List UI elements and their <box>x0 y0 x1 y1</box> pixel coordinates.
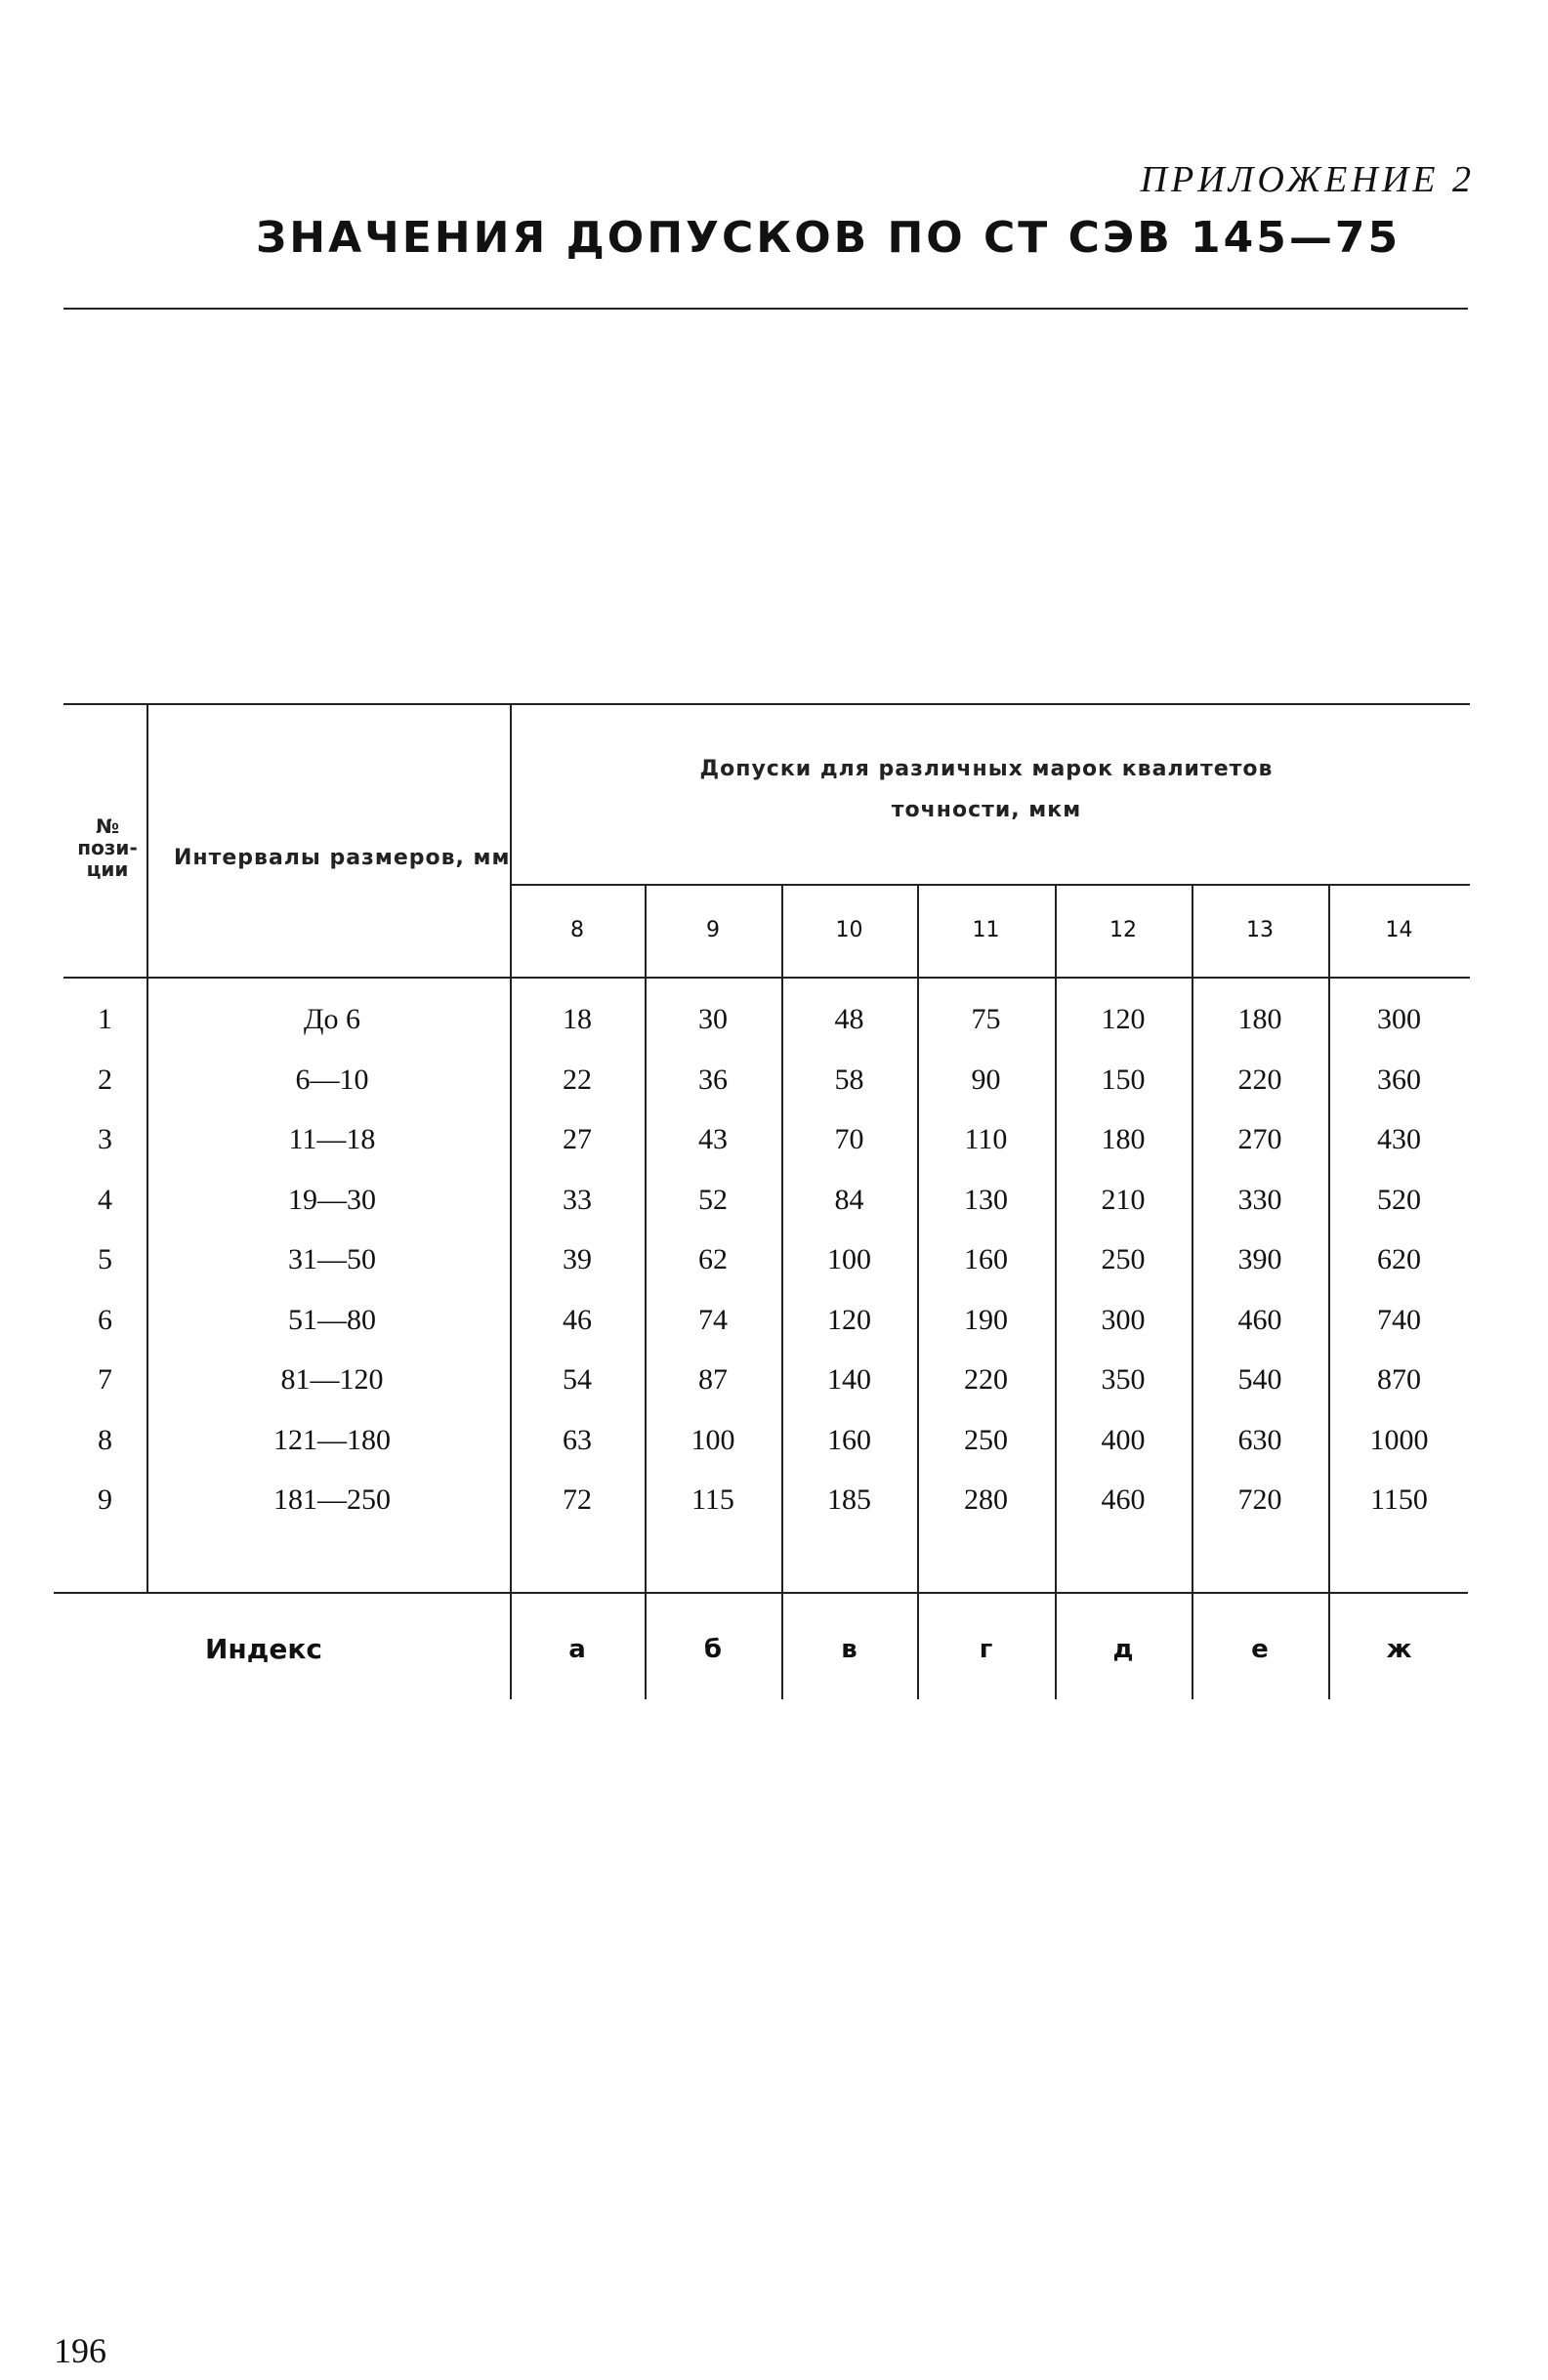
grade-number: 8 <box>570 918 584 942</box>
tolerance-value: 54 <box>563 1363 592 1396</box>
grade-number: 10 <box>835 918 863 942</box>
tolerance-value: 18 <box>563 1003 592 1035</box>
tolerance-value: 52 <box>698 1183 728 1216</box>
tolerance-value: 1150 <box>1370 1483 1428 1516</box>
size-interval: 19—30 <box>288 1183 376 1216</box>
size-interval: 181—250 <box>273 1483 391 1516</box>
size-interval: 6—10 <box>295 1063 369 1096</box>
tolerance-value: 48 <box>834 1003 864 1035</box>
position-number: 5 <box>98 1243 112 1275</box>
tolerance-value: 180 <box>1101 1123 1146 1155</box>
grade-number: 9 <box>706 918 720 942</box>
grade-number: 14 <box>1385 918 1413 942</box>
position-number: 9 <box>98 1483 112 1516</box>
tolerance-value: 250 <box>964 1423 1008 1456</box>
tolerance-value: 400 <box>1101 1423 1146 1456</box>
header-tolerances: Допуски для различных марок квалитетов точности, мкм <box>699 757 1274 822</box>
tolerance-value: 63 <box>563 1423 592 1456</box>
body-bottom-rule <box>54 1592 1468 1594</box>
appendix-label: ПРИЛОЖЕНИЕ 2 <box>1140 159 1475 200</box>
tolerance-value: 30 <box>698 1003 728 1035</box>
index-letter: б <box>703 1635 723 1664</box>
index-letter: д <box>1112 1635 1134 1664</box>
tolerance-value: 160 <box>964 1243 1008 1275</box>
tolerance-value: 460 <box>1237 1303 1282 1336</box>
tolerance-value: 620 <box>1377 1243 1421 1275</box>
tolerance-value: 100 <box>690 1423 735 1456</box>
header-position: № пози- ции <box>77 814 138 881</box>
size-interval: 51—80 <box>288 1303 376 1336</box>
tolerance-value: 210 <box>1101 1183 1146 1216</box>
position-number: 6 <box>98 1303 112 1336</box>
tolerance-value: 100 <box>827 1243 871 1275</box>
size-interval: 121—180 <box>273 1423 391 1456</box>
tolerance-value: 540 <box>1237 1363 1282 1396</box>
tolerance-value: 390 <box>1237 1243 1282 1275</box>
table-top-rule <box>63 703 1470 705</box>
header-bottom-rule <box>63 977 1470 979</box>
tolerance-value: 740 <box>1377 1303 1421 1336</box>
tolerance-value: 430 <box>1377 1123 1421 1155</box>
grade-number: 13 <box>1246 918 1274 942</box>
tolerance-value: 46 <box>563 1303 592 1336</box>
tolerance-value: 270 <box>1237 1123 1282 1155</box>
tolerance-value: 110 <box>964 1123 1008 1155</box>
tolerance-value: 62 <box>698 1243 728 1275</box>
tolerance-value: 33 <box>563 1183 592 1216</box>
size-interval: До 6 <box>304 1003 360 1035</box>
page-title: ЗНАЧЕНИЯ ДОПУСКОВ ПО СТ СЭВ 145—75 <box>256 213 1402 263</box>
tolerance-value: 90 <box>971 1063 1001 1096</box>
tolerance-value: 22 <box>563 1063 592 1096</box>
tolerance-value: 27 <box>563 1123 592 1155</box>
tolerance-value: 70 <box>834 1123 864 1155</box>
tolerance-value: 185 <box>827 1483 871 1516</box>
index-letter: ж <box>1386 1635 1412 1664</box>
tolerance-value: 330 <box>1237 1183 1282 1216</box>
tolerance-value: 140 <box>827 1363 871 1396</box>
tolerance-value: 250 <box>1101 1243 1146 1275</box>
tolerance-value: 120 <box>1101 1003 1146 1035</box>
position-number: 4 <box>98 1183 112 1216</box>
position-number: 8 <box>98 1423 112 1456</box>
index-letter: е <box>1251 1635 1269 1664</box>
position-number: 7 <box>98 1363 112 1396</box>
position-number: 1 <box>98 1003 112 1035</box>
size-interval: 31—50 <box>288 1243 376 1275</box>
tolerance-value: 120 <box>827 1303 871 1336</box>
tolerance-value: 300 <box>1377 1003 1421 1035</box>
tolerance-value: 720 <box>1237 1483 1282 1516</box>
size-interval: 11—18 <box>288 1123 376 1155</box>
index-letter: в <box>841 1635 858 1664</box>
tolerance-value: 75 <box>971 1003 1001 1035</box>
tolerance-value: 280 <box>964 1483 1008 1516</box>
tolerance-value: 115 <box>691 1483 734 1516</box>
tolerance-value: 43 <box>698 1123 728 1155</box>
tolerance-value: 460 <box>1101 1483 1146 1516</box>
tolerance-value: 630 <box>1237 1423 1282 1456</box>
page-number: 196 <box>54 2331 106 2370</box>
tolerance-value: 160 <box>827 1423 871 1456</box>
tolerance-value: 130 <box>964 1183 1008 1216</box>
tolerance-value: 58 <box>834 1063 864 1096</box>
tolerance-value: 350 <box>1101 1363 1146 1396</box>
tolerance-value: 74 <box>698 1303 728 1336</box>
tolerance-value: 87 <box>698 1363 728 1396</box>
pos-col-divider <box>146 703 148 1592</box>
index-letter: г <box>979 1635 993 1664</box>
tolerance-value: 39 <box>563 1243 592 1275</box>
tolerance-value: 180 <box>1237 1003 1282 1035</box>
grade-number: 12 <box>1109 918 1137 942</box>
tolerance-value: 72 <box>563 1483 592 1516</box>
position-number: 3 <box>98 1123 112 1155</box>
tolerance-value: 520 <box>1377 1183 1421 1216</box>
header-interval: Интервалы размеров, мм <box>174 846 511 870</box>
grade-row-rule <box>510 884 1470 886</box>
grade-number: 11 <box>972 918 1000 942</box>
position-number: 2 <box>98 1063 112 1096</box>
index-label: Индекс <box>205 1633 322 1665</box>
tolerance-value: 190 <box>964 1303 1008 1336</box>
tolerance-value: 360 <box>1377 1063 1421 1096</box>
index-letter: а <box>568 1635 586 1664</box>
size-interval: 81—120 <box>280 1363 384 1396</box>
tolerance-value: 220 <box>964 1363 1008 1396</box>
tolerance-value: 220 <box>1237 1063 1282 1096</box>
tolerance-value: 1000 <box>1369 1423 1429 1456</box>
tolerance-value: 36 <box>698 1063 728 1096</box>
tolerance-value: 84 <box>834 1183 864 1216</box>
tolerance-value: 150 <box>1101 1063 1146 1096</box>
tolerance-value: 300 <box>1101 1303 1146 1336</box>
tolerance-value: 870 <box>1377 1363 1421 1396</box>
